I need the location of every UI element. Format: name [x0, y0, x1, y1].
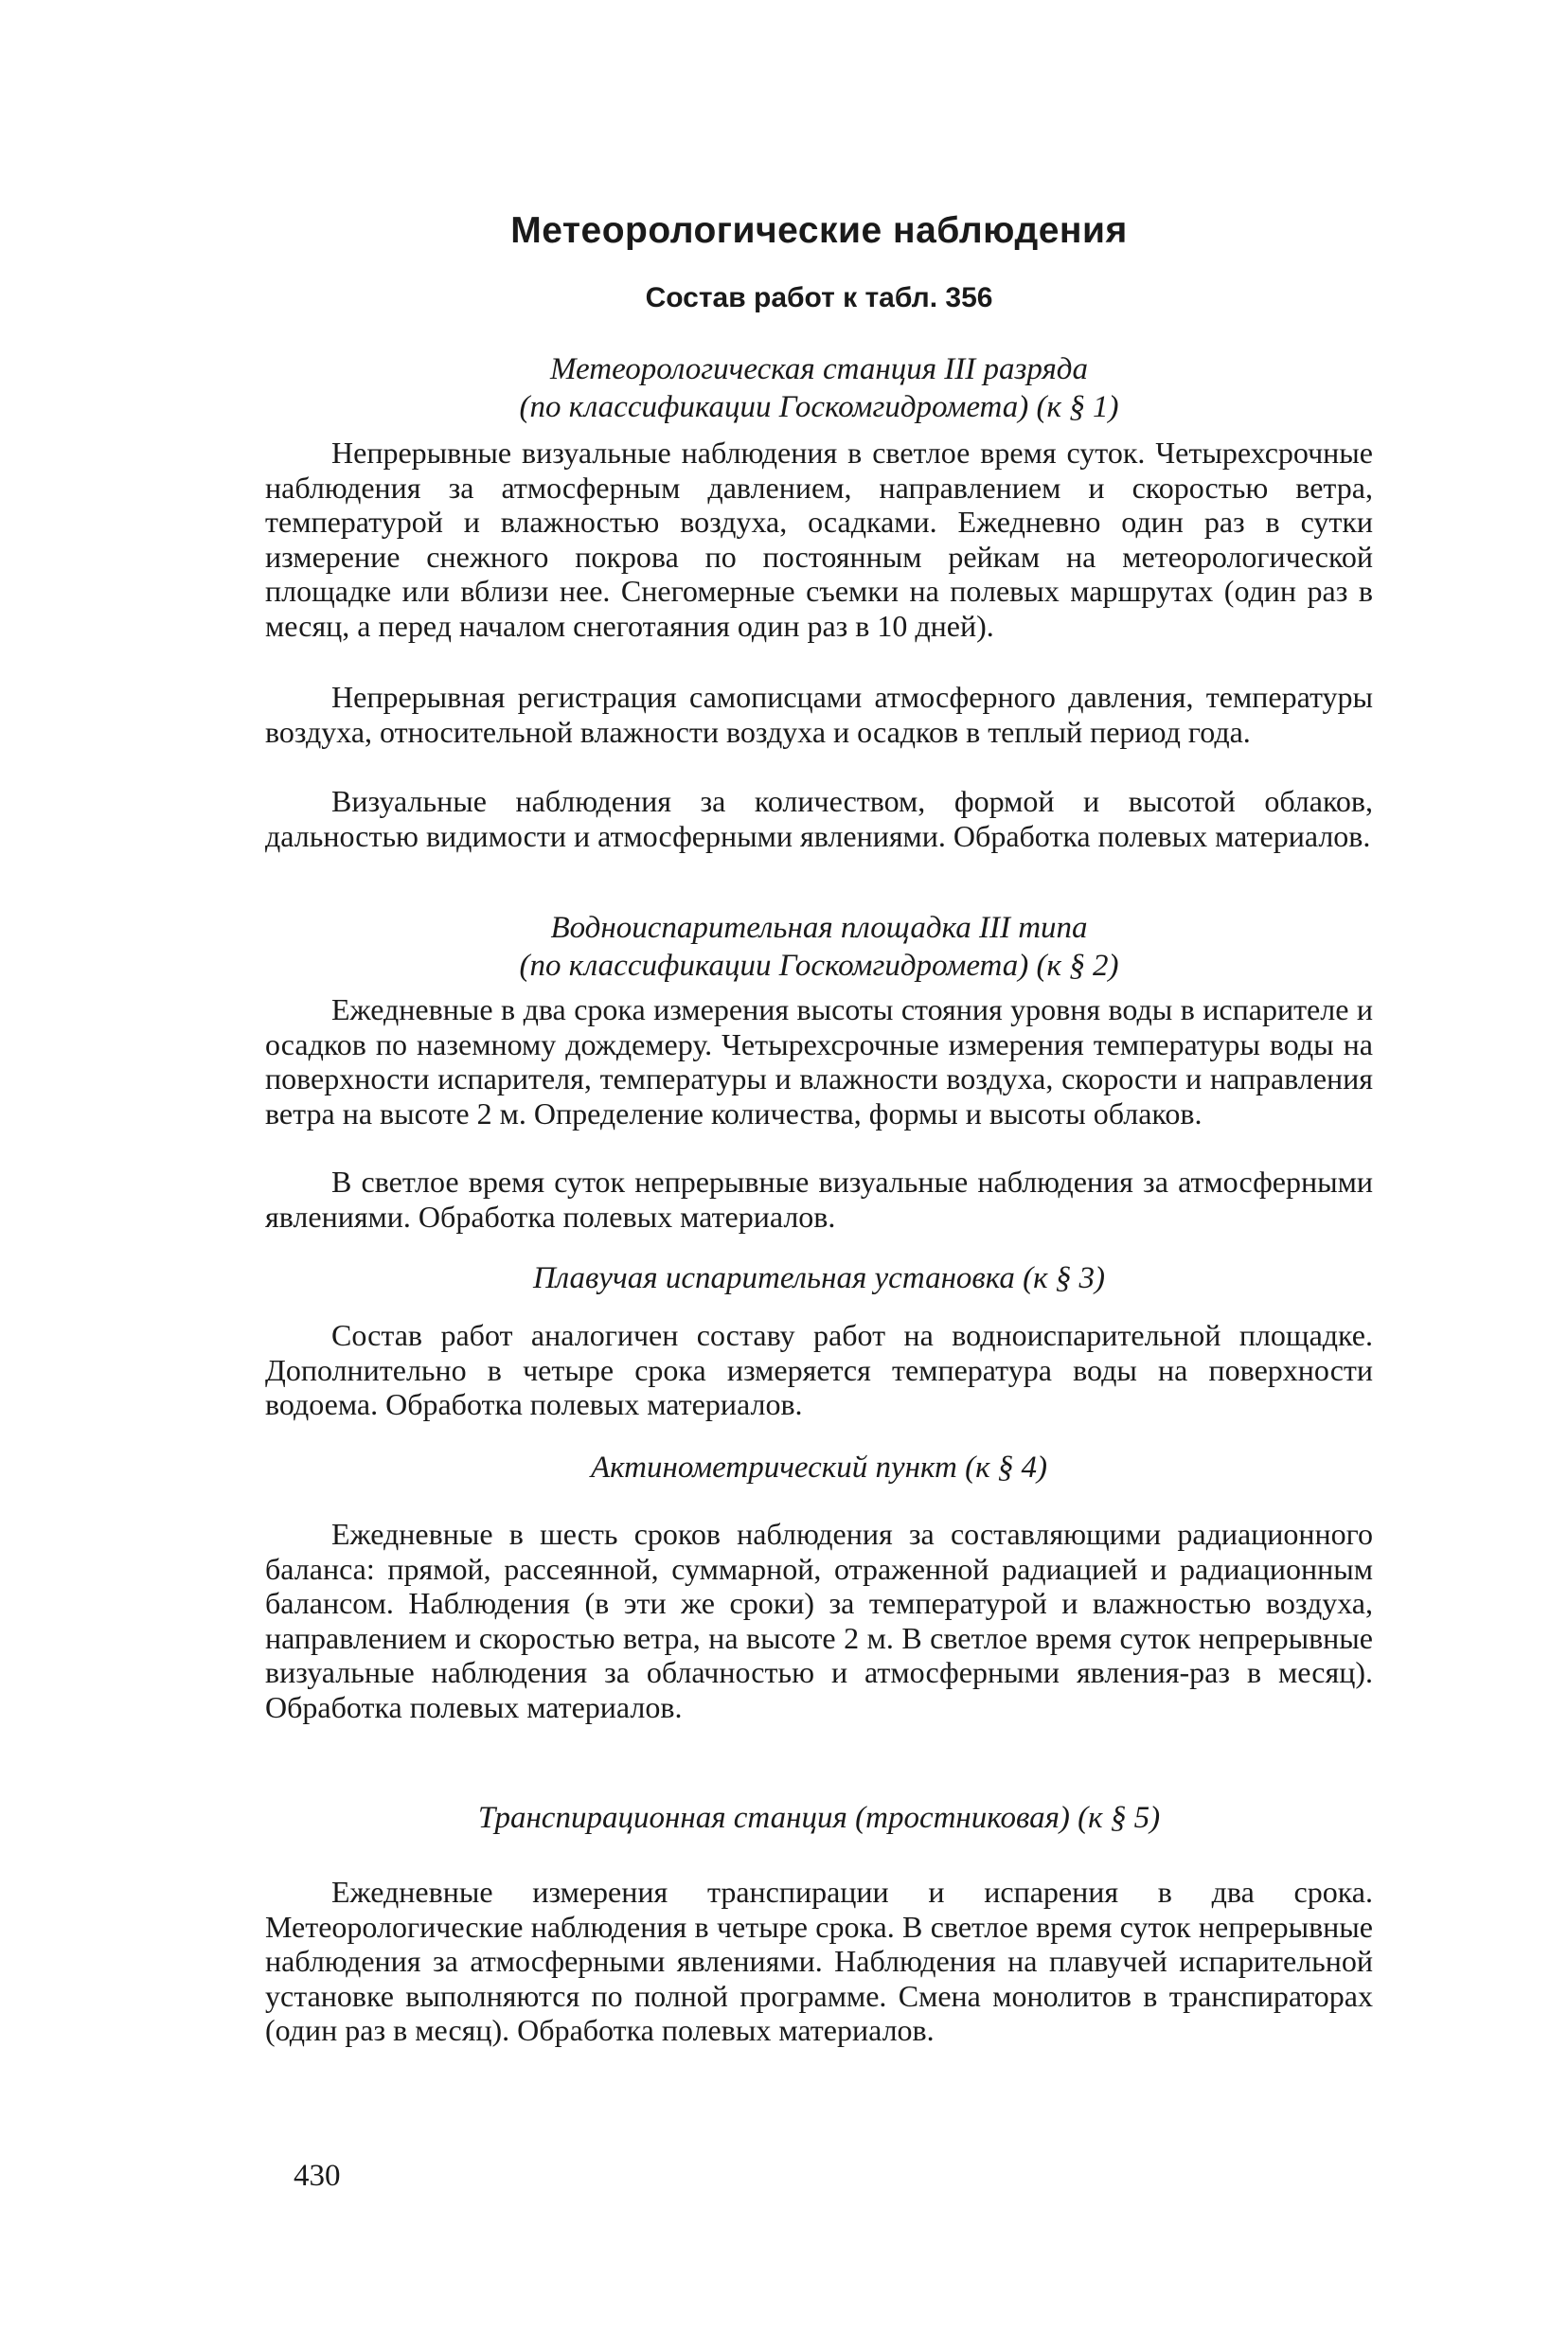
section-heading-line: Плавучая испарительная установка (к § 3)	[532, 1261, 1106, 1295]
section-heading-line: Водноиспарительная площадка III типа	[550, 911, 1088, 945]
section-heading	[265, 1259, 1373, 1297]
section-heading-line: (по классификации Госкомгидромета) (к § 2)	[519, 949, 1119, 983]
section-heading-line: Актинометрический пункт (к § 4)	[590, 1451, 1047, 1485]
paragraph: Ежедневные измерения транспирации и испарения в два срока. Метеорологические наблюдения в четыре срока. В светлое время суток непрерывные наблюдения за атмосферными явлениями. Наблюдения на плавучей испарительной установке выполняются по полной программе. Смена монолитов в транспираторах (один раз в месяц). Обработка полевых материалов.	[265, 1875, 1373, 2047]
paragraph: В светлое время суток непрерывные визуальные наблюдения за атмосферными явлениями. Обработка полевых материалов.	[265, 1165, 1373, 1234]
paragraph: Непрерывная регистрация самописцами атмосферного давления, температуры воздуха, относительной влажности воздуха и осадков в теплый период года.	[265, 680, 1373, 749]
document-page	[265, 0, 1373, 2351]
page-title: Метеорологические наблюдения	[510, 210, 1128, 251]
section-heading-line: Метеорологическая станция III разряда	[550, 352, 1088, 386]
paragraph: Визуальные наблюдения за количеством, формой и высотой облаков, дальностью видимости и атмосферными явлениями. Обработка полевых материалов.	[265, 784, 1373, 853]
paragraph: Состав работ аналогичен составу работ на водноиспарительной площадке. Дополнительно в четыре срока измеряется температура воды на поверхности водоема. Обработка полевых материалов.	[265, 1318, 1373, 1421]
section-heading	[265, 1799, 1373, 1837]
paragraph: Непрерывные визуальные наблюдения в светлое время суток. Четырехсрочные наблюдения за атмосферным давлением, направлением и скоростью ветра, температурой и влажностью воздуха, осадками. Ежедневно один раз в сутки измерение снежного покрова по постоянным рейкам на метеорологической площадке или вблизи нее. Снегомерные съемки на полевых маршрутах (один раз в месяц, а перед началом снеготаяния один раз в 10 дней).	[265, 436, 1373, 643]
paragraph: Ежедневные в два срока измерения высоты стояния уровня воды в испарителе и осадков по наземному дождемеру. Четырехсрочные измерения температуры воды на поверхности испарителя, температуры и влажности воздуха, скорости и направления ветра на высоте 2 м. Определение количества, формы и высоты облаков.	[265, 992, 1373, 1131]
paragraph: Ежедневные в шесть сроков наблюдения за составляющими радиационного баланса: прямой, рассеянной, суммарной, отраженной радиацией и радиационным балансом. Наблюдения (в эти же сроки) за температурой и влажностью воздуха, направлением и скоростью ветра, на высоте 2 м. В светлое время суток непрерывные визуальные наблюдения за облачностью и атмосферными явления-раз в месяц). Обработка полевых материалов.	[265, 1517, 1373, 1724]
section-heading-line: Транспирационная станция (тростниковая) (к § 5)	[477, 1801, 1161, 1835]
section-heading	[265, 350, 1373, 426]
section-heading	[265, 909, 1373, 985]
section-heading	[265, 1449, 1373, 1487]
page-number: 430	[294, 2159, 341, 2193]
page-subtitle: Состав работ к табл. 356	[645, 282, 993, 313]
section-heading-line: (по классификации Госкомгидромета) (к § 1)	[519, 390, 1119, 424]
